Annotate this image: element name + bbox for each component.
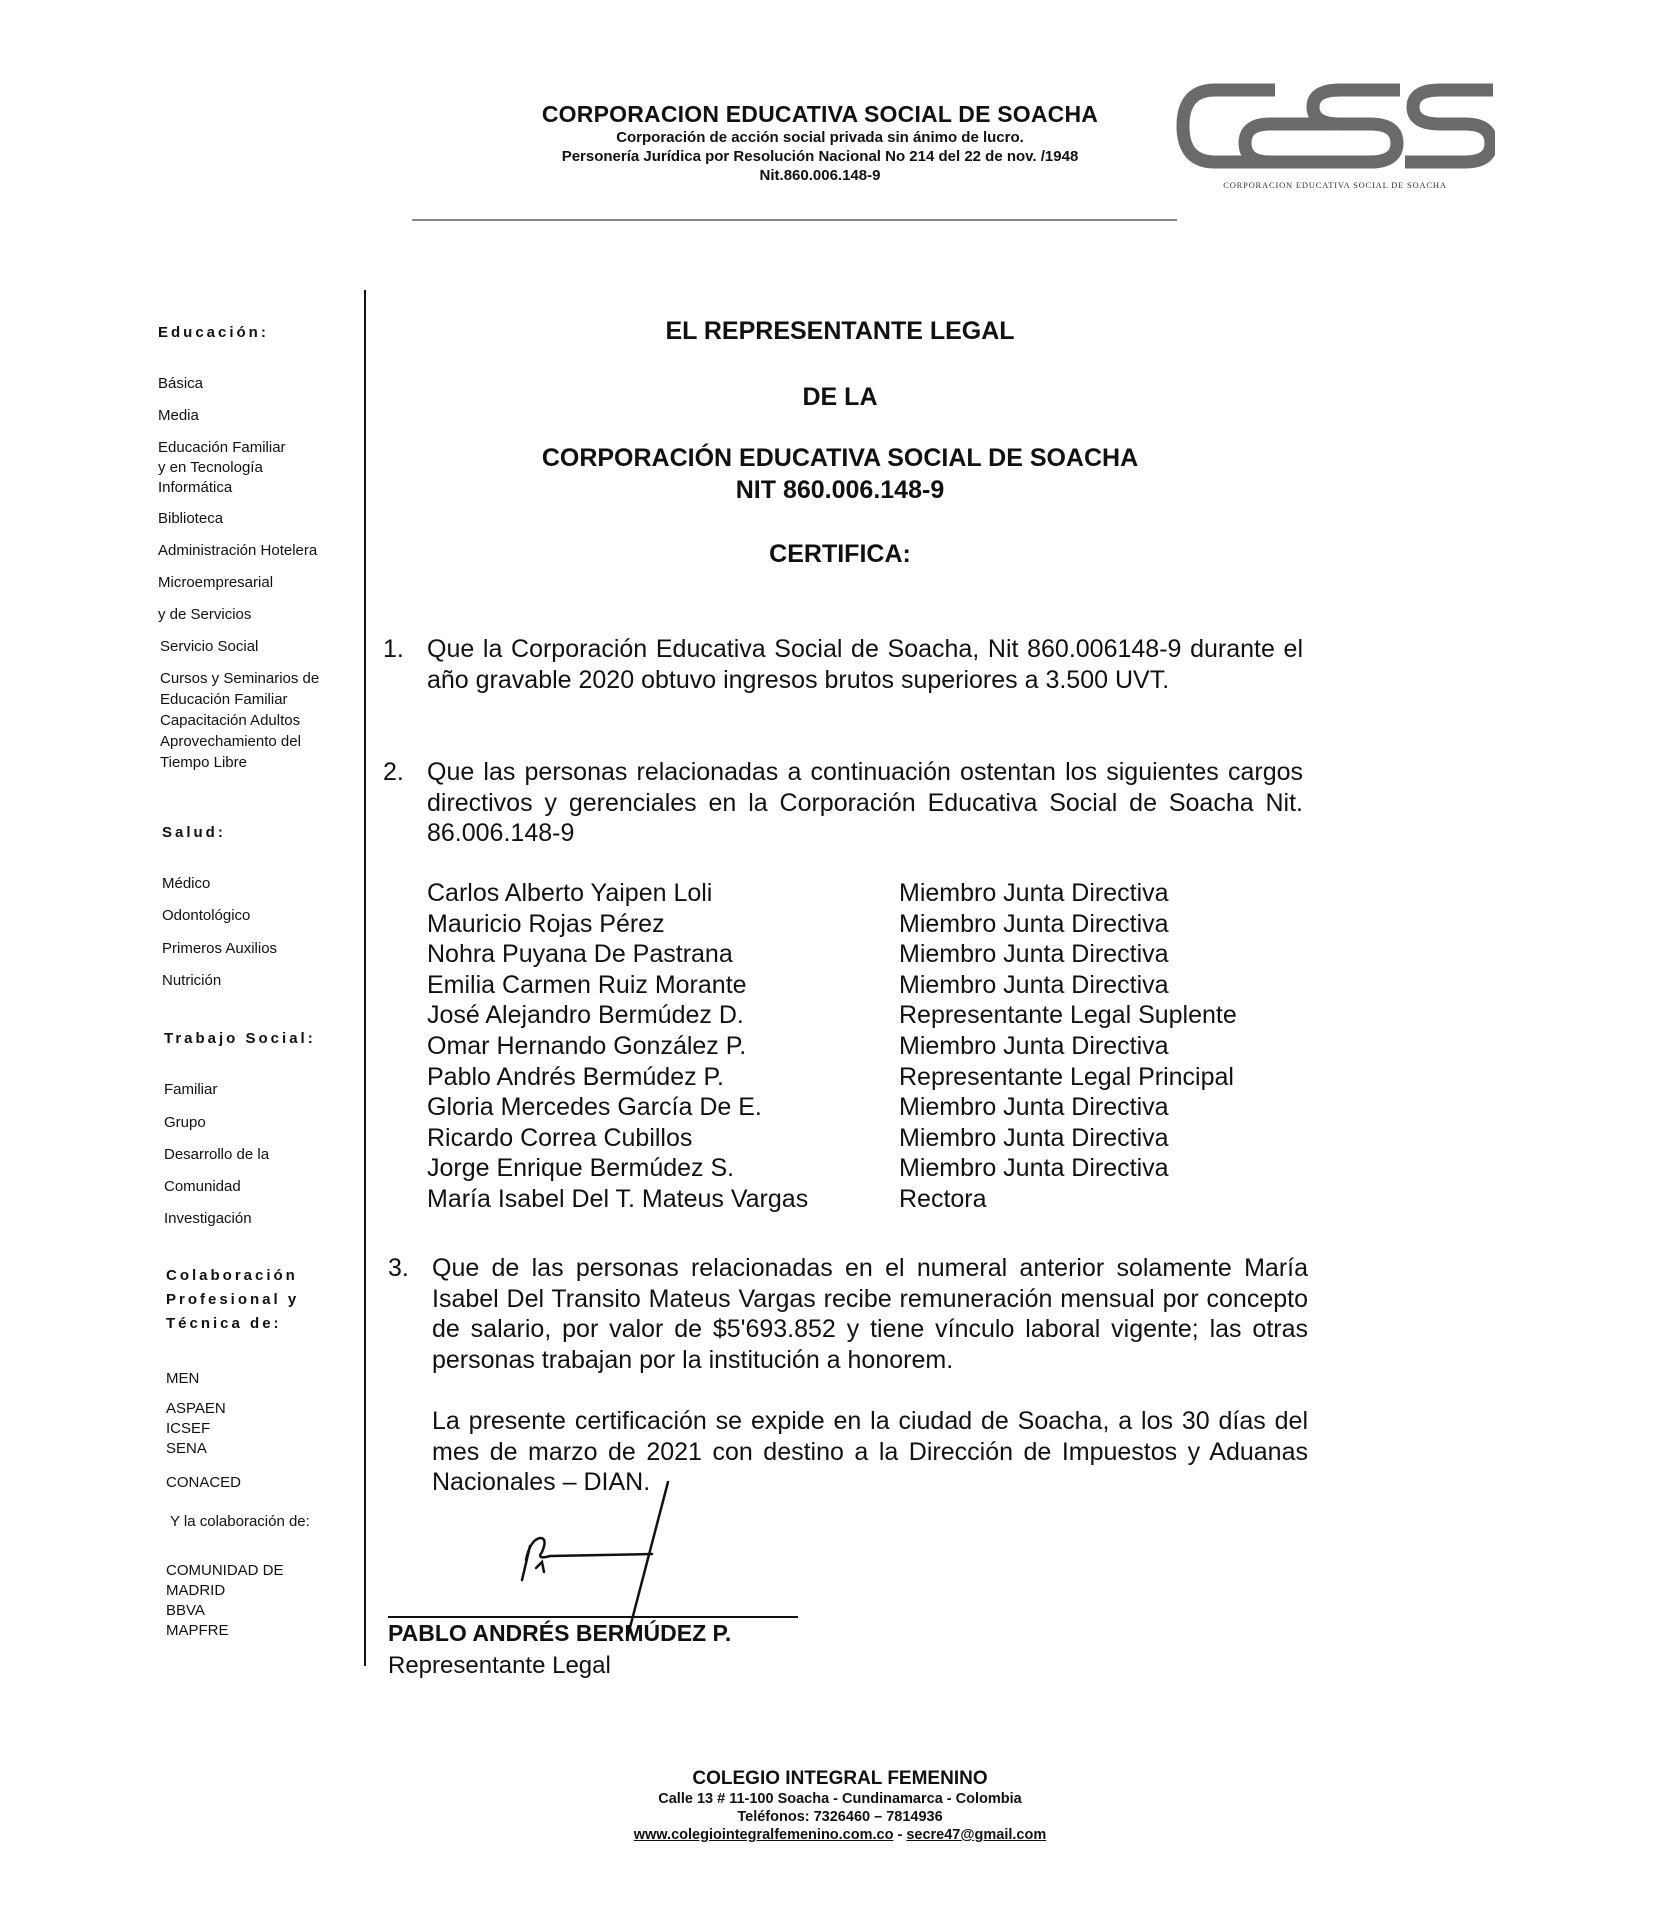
- director-name: Mauricio Rojas Pérez: [427, 909, 665, 938]
- sidebar-item: Básica: [158, 375, 204, 392]
- sidebar-item: ASPAEN: [166, 1400, 226, 1417]
- director-role: Miembro Junta Directiva: [899, 970, 1169, 999]
- item-text: Que la Corporación Educativa Social de Soacha, Nit 860.006148-9 durante el año gravable 2020 obtuvo ingresos brutos superiores a 3.500 UVT.: [427, 635, 1303, 694]
- footer-email-link[interactable]: secre47@gmail.com: [906, 1827, 1047, 1843]
- director-name: Carlos Alberto Yaipen Loli: [427, 879, 713, 907]
- sidebar-divider: [364, 290, 366, 1666]
- director-role: Miembro Junta Directiva: [899, 1093, 1169, 1122]
- heading-certifica: CERTIFICA:: [769, 540, 911, 568]
- heading-nit: NIT 860.006.148-9: [735, 476, 945, 504]
- sidebar-heading-salud: Salud:: [162, 824, 226, 841]
- sidebar-heading-colaboracion-3: Técnica de:: [166, 1315, 282, 1332]
- sidebar-item: y en Tecnología: [158, 459, 263, 476]
- cess-logo: [1175, 80, 1495, 195]
- director-name: Gloria Mercedes García De E.: [427, 1093, 762, 1122]
- heading-de-la: DE LA: [802, 383, 878, 411]
- closing-paragraph: La presente certificación se expide en la ciudad de Soacha, a los 30 días del mes de marzo de 2021 con destino a la Dirección de Impuestos y Aduanas Nacionales – DIAN.: [432, 1407, 1308, 1496]
- heading-representante: EL REPRESENTANTE LEGAL: [665, 317, 1015, 345]
- cess-logo-icon: [1175, 80, 1495, 178]
- sidebar-item: MEN: [166, 1370, 200, 1387]
- sidebar-item: y de Servicios: [158, 606, 252, 623]
- director-role: Miembro Junta Directiva: [899, 940, 1169, 969]
- director-row: [427, 909, 1307, 940]
- director-role: Rectora: [899, 1184, 987, 1213]
- certification-item-3: [388, 1253, 1308, 1378]
- director-role: Miembro Junta Directiva: [899, 1123, 1169, 1152]
- sidebar-item: CONACED: [166, 1474, 242, 1491]
- certification-item-2: [383, 757, 1303, 852]
- director-row: [427, 970, 1307, 1001]
- sidebar-item: Desarrollo de la: [164, 1146, 270, 1163]
- certification-item-1: [383, 634, 1303, 729]
- letterhead-legal: Personería Jurídica por Resolución Nacional No 214 del 22 de nov. /1948: [561, 148, 1079, 165]
- sidebar-item: Informática: [158, 479, 233, 496]
- sidebar-item: Médico: [162, 875, 211, 892]
- footer-address: Calle 13 # 11-100 Soacha - Cundinamarca - Colombia: [658, 1791, 1022, 1807]
- director-name: Ricardo Correa Cubillos: [427, 1123, 693, 1152]
- sidebar: [148, 0, 363, 1700]
- signatory-title: Representante Legal: [388, 1652, 611, 1679]
- sidebar-heading-colaboracion-2: Profesional y: [166, 1291, 300, 1308]
- sidebar-item: Grupo: [164, 1114, 206, 1131]
- director-row: [427, 1031, 1307, 1062]
- sidebar-item: Administración Hotelera: [158, 542, 318, 559]
- sidebar-item: Educación Familiar: [158, 439, 286, 456]
- header-divider: [412, 219, 1177, 221]
- footer-title: COLEGIO INTEGRAL FEMENINO: [692, 1768, 988, 1789]
- footer-separator: -: [893, 1827, 907, 1843]
- director-role: Miembro Junta Directiva: [899, 1154, 1169, 1183]
- director-role: Representante Legal Principal: [899, 1062, 1234, 1091]
- director-name: Pablo Andrés Bermúdez P.: [427, 1062, 724, 1091]
- letterhead-subtitle: Corporación de acción social privada sin ánimo de lucro.: [616, 129, 1024, 146]
- letterhead-title: CORPORACION EDUCATIVA SOCIAL DE SOACHA: [541, 101, 1099, 127]
- sidebar-item: Tiempo Libre: [160, 754, 247, 771]
- sidebar-item: Investigación: [164, 1210, 252, 1227]
- sidebar-item: Capacitación Adultos: [160, 712, 301, 729]
- director-row: [427, 1184, 1307, 1215]
- sidebar-item: Odontológico: [162, 907, 251, 924]
- director-name: Emilia Carmen Ruiz Morante: [427, 970, 747, 999]
- director-name: Jorge Enrique Bermúdez S.: [427, 1154, 735, 1183]
- sidebar-heading-colaboracion-1: Colaboración: [166, 1267, 298, 1284]
- item-number: 3.: [388, 1254, 409, 1282]
- director-name: Omar Hernando González P.: [427, 1031, 747, 1060]
- sidebar-item: ICSEF: [166, 1420, 211, 1437]
- sidebar-heading-educacion: Educación:: [158, 324, 269, 341]
- sidebar-heading-trabajo-social: Trabajo Social:: [164, 1030, 316, 1047]
- director-row: [427, 1153, 1307, 1184]
- sidebar-item: Cursos y Seminarios de: [160, 670, 320, 687]
- item-number: 2.: [383, 758, 404, 786]
- letterhead: [450, 100, 1190, 185]
- sidebar-item: SENA: [166, 1440, 207, 1457]
- sidebar-subheading: Y la colaboración de:: [170, 1513, 310, 1530]
- director-name: María Isabel Del T. Mateus Vargas: [427, 1184, 809, 1213]
- sidebar-item: Educación Familiar: [160, 691, 288, 708]
- footer: [540, 1768, 1140, 1844]
- director-row: [427, 878, 1307, 909]
- director-row: [427, 1062, 1307, 1093]
- sidebar-item: Servicio Social: [160, 638, 259, 655]
- sidebar-item: Microempresarial: [158, 574, 274, 591]
- sidebar-item: Media: [158, 407, 199, 424]
- sidebar-item: Comunidad: [164, 1178, 241, 1195]
- sidebar-item: MAPFRE: [166, 1622, 229, 1639]
- item-text: Que las personas relacionadas a continuación ostentan los siguientes cargos directivos y gerenciales en la Corporación Educativa Social de Soacha Nit. 86.006.148-9: [427, 758, 1303, 847]
- signature-line: [388, 1616, 798, 1618]
- signatory-name: PABLO ANDRÉS BERMÚDEZ P.: [388, 1620, 732, 1646]
- item-text: Que de las personas relacionadas en el numeral anterior solamente María Isabel Del Transito Mateus Vargas recibe remuneración mensual por concepto de salario, por valor de $5'693.852 y tiene vínculo laboral vigente; las otras personas trabajan por la institución a honorem.: [432, 1254, 1308, 1374]
- letterhead-nit: Nit.860.006.148-9: [759, 167, 881, 184]
- director-row: [427, 1092, 1307, 1123]
- director-role: Miembro Junta Directiva: [899, 909, 1169, 938]
- director-row: [427, 1000, 1307, 1031]
- directors-list: [427, 878, 1307, 1215]
- sidebar-item: Biblioteca: [158, 510, 224, 527]
- sidebar-item: MADRID: [166, 1582, 226, 1599]
- sidebar-item: Primeros Auxilios: [162, 940, 278, 957]
- director-role: Miembro Junta Directiva: [899, 1031, 1169, 1060]
- director-name: Nohra Puyana De Pastrana: [427, 940, 733, 969]
- sidebar-item: Familiar: [164, 1081, 218, 1098]
- item-number: 1.: [383, 635, 404, 663]
- sidebar-item: Aprovechamiento del: [160, 733, 301, 750]
- director-row: [427, 1123, 1307, 1154]
- director-name: José Alejandro Bermúdez D.: [427, 1001, 744, 1030]
- sidebar-item: COMUNIDAD DE: [166, 1562, 284, 1579]
- footer-phones: Teléfonos: 7326460 – 7814936: [737, 1809, 943, 1825]
- sidebar-item: BBVA: [166, 1602, 205, 1619]
- logo-caption: CORPORACION EDUCATIVA SOCIAL DE SOACHA: [1223, 180, 1447, 190]
- director-role: Representante Legal Suplente: [899, 1001, 1237, 1030]
- sidebar-item: Nutrición: [162, 972, 222, 989]
- footer-website-link[interactable]: www.colegiointegralfemenino.com.co: [633, 1827, 894, 1843]
- director-row: [427, 939, 1307, 970]
- director-role: Miembro Junta Directiva: [899, 879, 1169, 907]
- heading-corporacion: CORPORACIÓN EDUCATIVA SOCIAL DE SOACHA: [541, 444, 1139, 472]
